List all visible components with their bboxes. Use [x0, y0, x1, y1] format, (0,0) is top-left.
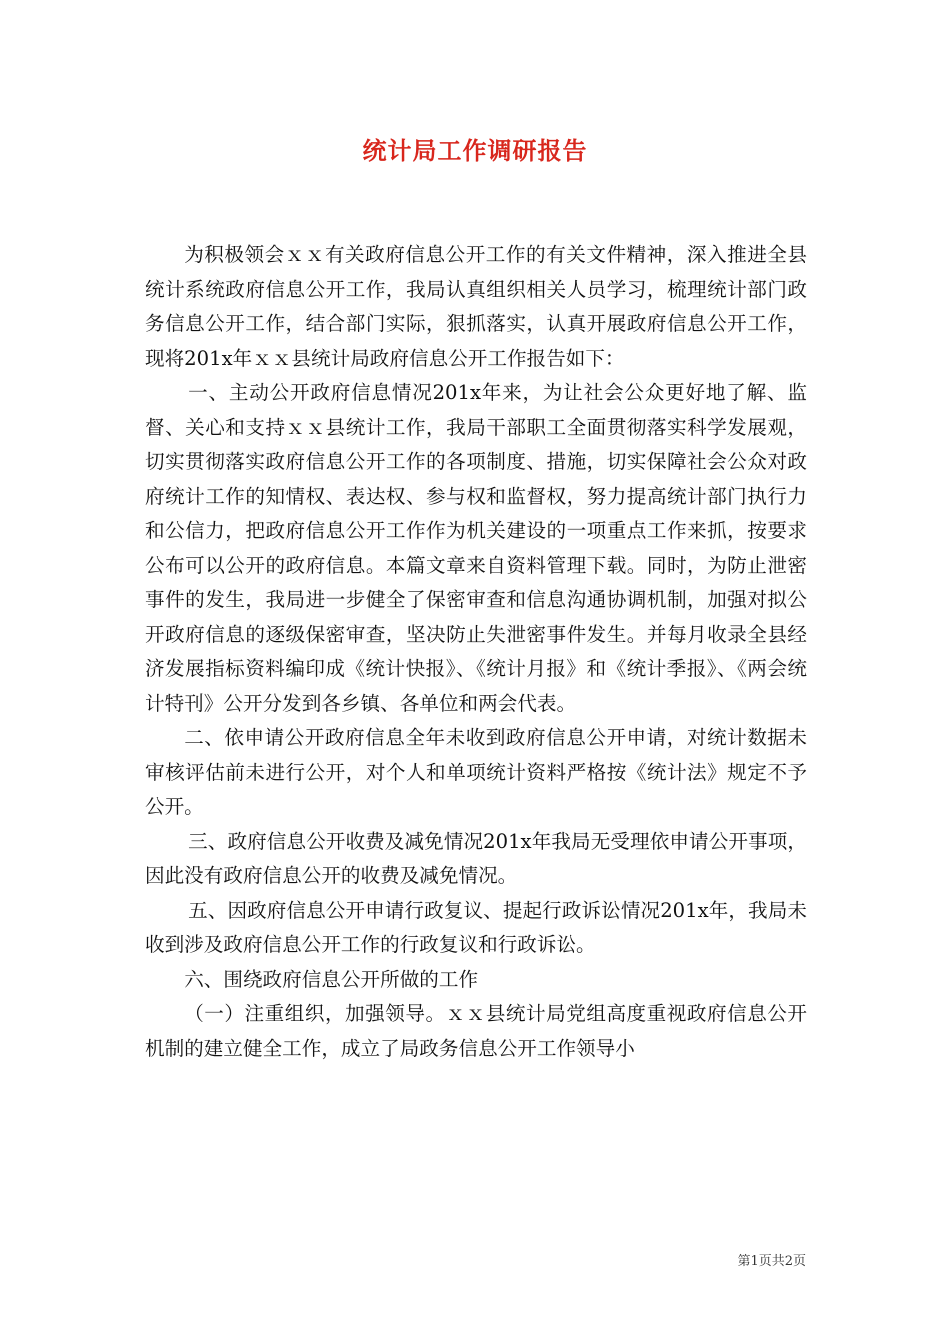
- document-body: [145, 238, 807, 1066]
- paragraph-section-2: 二、依申请公开政府信息全年未收到政府信息公开申请，对统计数据未审核评估前未进行公开，对个人和单项统计资料严格按《统计法》规定不予公开。: [145, 726, 807, 818]
- page-number: 第1页共2页: [737, 1254, 806, 1269]
- paragraph-section-3: 三、政府信息公开收费及减免情况201x年我局无受理依申请公开事项，因此没有政府信息公开的收费及减免情况。: [145, 829, 807, 887]
- paragraph-section-5: 五、因政府信息公开申请行政复议、提起行政诉讼情况201x年，我局未收到涉及政府信息公开工作的行政复议和行政诉讼。: [145, 898, 807, 956]
- paragraph-section-1: 一、主动公开政府信息情况201x年来，为让社会公众更好地了解、监督、关心和支持ｘｘ县统计工作，我局干部职工全面贯彻落实科学发展观，切实贯彻落实政府信息公开工作的各项制度、措施，切实保障社会公众对政府统计工作的知情权、表达权、参与权和监督权，努力提高统计部门执行力和公信力，把政府信息公开工作作为机关建设的一项重点工作来抓，按要求公布可以公开的政府信息。本篇文章来自资料管理下载。同时，为防止泄密事件的发生，我局进一步健全了保密审查和信息沟通协调机制，加强对拟公开政府信息的逐级保密审查，坚决防止失泄密事件发生。并每月收录全县经济发展指标资料编印成《统计快报》、《统计月报》和《统计季报》、《两会统计特刊》公开分发到各乡镇、各单位和两会代表。: [145, 381, 807, 715]
- paragraph-section-6-heading: 六、围绕政府信息公开所做的工作: [184, 967, 479, 991]
- paragraph-section-6-1: （一）注重组织，加强领导。ｘｘ县统计局党组高度重视政府信息公开机制的建立健全工作，成立了局政务信息公开工作领导小: [145, 1002, 807, 1060]
- paragraph-intro: 为积极领会ｘｘ有关政府信息公开工作的有关文件精神，深入推进全县统计系统政府信息公开工作，我局认真组织相关人员学习，梳理统计部门政务信息公开工作，结合部门实际，狠抓落实，认真开展政府信息公开工作，现将201x年ｘｘ县统计局政府信息公开工作报告如下：: [145, 243, 807, 370]
- document-title: 统计局工作调研报告: [362, 136, 588, 165]
